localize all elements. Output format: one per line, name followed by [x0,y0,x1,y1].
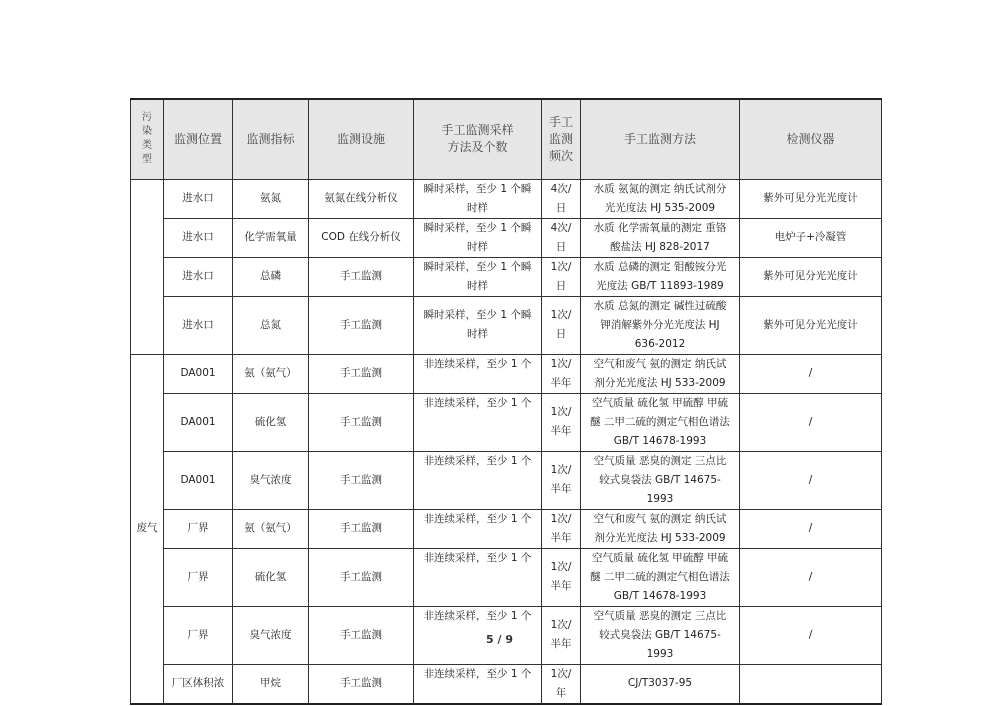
facility-cell: COD 在线分析仪 [309,218,414,257]
location-cell: 厂界 [164,509,233,548]
table-body [131,179,882,704]
frequency-cell: 1次/年 [542,664,581,704]
frequency-cell: 1次/日 [542,296,581,354]
header-instrument: 检测仪器 [740,99,882,179]
method-cell: 空气质量 恶臭的测定 三点比较式臭袋法 GB/T 14675-1993 [581,606,740,664]
frequency-cell: 1次/日 [542,257,581,296]
header-method: 手工监测方法 [581,99,740,179]
monitoring-table [130,98,882,705]
sampling-cell: 非连续采样，至少 1 个 [414,606,542,664]
indicator-cell: 氨（氨气） [233,509,309,548]
method-cell: 空气质量 硫化氢 甲硫醇 甲硫醚 二甲二硫的测定气相色谱法 GB/T 14678-1993 [581,548,740,606]
sampling-cell: 瞬时采样，至少 1 个瞬时样 [414,296,542,354]
sampling-cell: 非连续采样，至少 1 个 [414,354,542,393]
page-number: 5 / 9 [486,633,513,646]
facility-cell: 氨氮在线分析仪 [309,179,414,218]
indicator-cell: 化学需氧量 [233,218,309,257]
table-row [131,257,882,296]
header-location: 监测位置 [164,99,233,179]
indicator-cell: 硫化氢 [233,548,309,606]
method-cell: CJ/T3037-95 [581,664,740,704]
frequency-cell: 1次/半年 [542,606,581,664]
instrument-cell: / [740,354,882,393]
location-cell: DA001 [164,354,233,393]
sampling-cell: 瞬时采样，至少 1 个瞬时样 [414,179,542,218]
frequency-cell: 4次/日 [542,179,581,218]
instrument-cell: / [740,393,882,451]
indicator-cell: 总氮 [233,296,309,354]
indicator-cell: 臭气浓度 [233,451,309,509]
facility-cell: 手工监测 [309,257,414,296]
facility-cell: 手工监测 [309,548,414,606]
table-row [131,451,882,509]
method-cell: 空气和废气 氨的测定 纳氏试剂分光光度法 HJ 533-2009 [581,509,740,548]
facility-cell: 手工监测 [309,606,414,664]
instrument-cell: / [740,509,882,548]
header-pollution-type-text: 污染类型 [142,112,152,166]
instrument-cell: / [740,451,882,509]
pollution-type-cell [131,179,164,354]
indicator-cell: 甲烷 [233,664,309,704]
facility-cell: 手工监测 [309,296,414,354]
frequency-cell: 1次/半年 [542,354,581,393]
instrument-cell: 紫外可见分光光度计 [740,296,882,354]
location-cell: 厂界 [164,548,233,606]
header-facility: 监测设施 [309,99,414,179]
sampling-cell: 瞬时采样，至少 1 个瞬时样 [414,257,542,296]
frequency-cell: 1次/半年 [542,451,581,509]
indicator-cell: 臭气浓度 [233,606,309,664]
indicator-cell: 氨氮 [233,179,309,218]
method-cell: 水质 总氮的测定 碱性过硫酸钾消解紫外分光光度法 HJ 636-2012 [581,296,740,354]
facility-cell: 手工监测 [309,664,414,704]
table-row [131,218,882,257]
facility-cell: 手工监测 [309,451,414,509]
header-frequency: 手工监测频次 [542,99,581,179]
table-row [131,179,882,218]
location-cell: 进水口 [164,296,233,354]
facility-cell: 手工监测 [309,354,414,393]
method-cell: 空气和废气 氨的测定 纳氏试剂分光光度法 HJ 533-2009 [581,354,740,393]
facility-cell: 手工监测 [309,393,414,451]
instrument-cell: / [740,606,882,664]
header-indicator: 监测指标 [233,99,309,179]
frequency-cell: 4次/日 [542,218,581,257]
method-cell: 水质 化学需氧量的测定 重铬酸盐法 HJ 828-2017 [581,218,740,257]
indicator-cell: 总磷 [233,257,309,296]
location-cell: DA001 [164,451,233,509]
location-cell: 进水口 [164,257,233,296]
indicator-cell: 硫化氢 [233,393,309,451]
header-pollution-type [131,99,164,179]
instrument-cell: / [740,548,882,606]
indicator-cell: 氨（氨气） [233,354,309,393]
table-row [131,664,882,704]
frequency-cell: 1次/半年 [542,548,581,606]
location-cell: 厂区体积浓 [164,664,233,704]
method-cell: 空气质量 硫化氢 甲硫醇 甲硫醚 二甲二硫的测定气相色谱法 GB/T 14678-1993 [581,393,740,451]
table-row [131,296,882,354]
sampling-cell: 非连续采样，至少 1 个 [414,664,542,704]
sampling-cell: 瞬时采样，至少 1 个瞬时样 [414,218,542,257]
location-cell: DA001 [164,393,233,451]
sampling-cell: 非连续采样，至少 1 个 [414,393,542,451]
frequency-cell: 1次/半年 [542,509,581,548]
method-cell: 水质 氨氮的测定 纳氏试剂分光光度法 HJ 535-2009 [581,179,740,218]
sampling-cell: 非连续采样，至少 1 个 [414,509,542,548]
pollution-type-cell: 废气 [131,354,164,704]
location-cell: 进水口 [164,218,233,257]
header-sampling: 手工监测采样方法及个数 [414,99,542,179]
method-cell: 水质 总磷的测定 钼酸铵分光光度法 GB/T 11893-1989 [581,257,740,296]
instrument-cell: 电炉子+冷凝管 [740,218,882,257]
location-cell: 进水口 [164,179,233,218]
location-cell: 厂界 [164,606,233,664]
facility-cell: 手工监测 [309,509,414,548]
table-row [131,548,882,606]
table-row [131,393,882,451]
instrument-cell: 紫外可见分光光度计 [740,179,882,218]
instrument-cell: 紫外可见分光光度计 [740,257,882,296]
header-row [131,99,882,179]
table-row [131,509,882,548]
frequency-cell: 1次/半年 [542,393,581,451]
sampling-cell: 非连续采样，至少 1 个 [414,451,542,509]
instrument-cell [740,664,882,704]
sampling-cell: 非连续采样，至少 1 个 [414,548,542,606]
method-cell: 空气质量 恶臭的测定 三点比较式臭袋法 GB/T 14675-1993 [581,451,740,509]
table-row [131,354,882,393]
